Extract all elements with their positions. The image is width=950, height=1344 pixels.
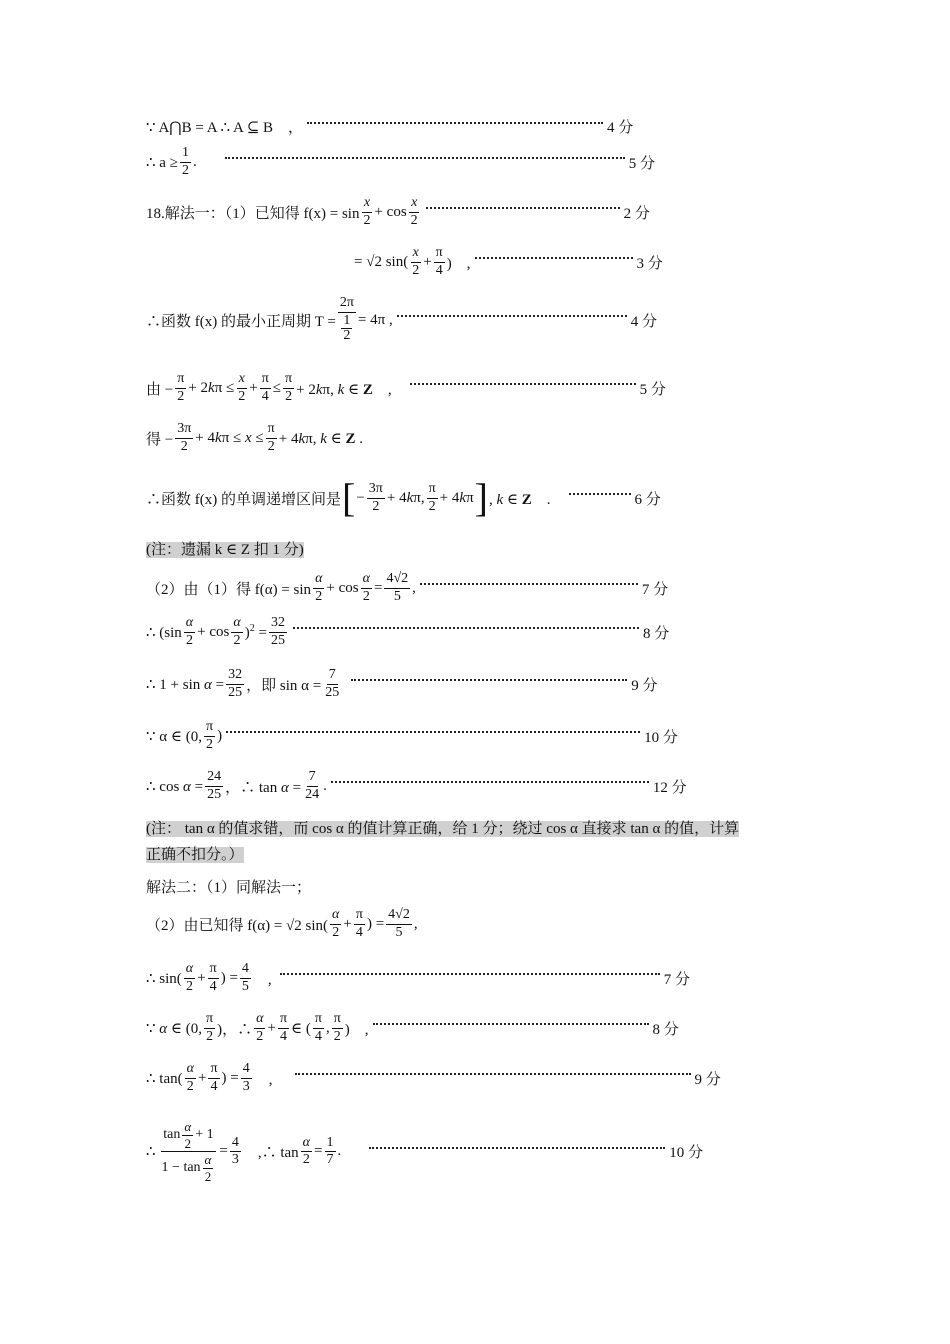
line-set-relation (146, 116, 633, 137)
s2-line-tan: ∴ tan( $\frac{\alpha}{2}$ + $\frac{\pi}{4}$ ) = $\frac{4}{3}$ , 9 分 (146, 1061, 721, 1094)
dot-leader (307, 122, 603, 124)
dot-leader (475, 257, 633, 259)
note-omission: (注：遗漏 k ∈ Z 扣 1 分) (146, 542, 304, 558)
score: 9 分 (694, 1071, 721, 1088)
line-square: ∴ (sin $\frac{\alpha}{2}$ + cos $\frac{\alpha}{2}$ )$^2$ = $\frac{32}{25}$ 8 分 (146, 615, 670, 648)
note-tan-grading: (注： tan α 的值求错，而 cos α 的值计算正确，给 1 分；绕过 cos α 直接求 tan α 的值，计算 正确不扣分。） (146, 821, 740, 863)
dot-leader (420, 583, 638, 585)
dot-leader (225, 157, 625, 159)
score: 10 分 (669, 1145, 704, 1162)
line-a-bound: ∴ a ≥ $\frac{1}{2}$ . 5 分 (146, 145, 655, 178)
score: 7 分 (663, 971, 690, 988)
score: 8 分 (652, 1021, 679, 1038)
q18-heading: 18.解法一：（1）已知得 f(x) = sin (146, 205, 360, 222)
score: 4 分 (630, 313, 657, 330)
score: 12 分 (652, 779, 687, 796)
score: 10 分 (644, 729, 678, 746)
dot-leader (410, 383, 636, 385)
s2-line-range: ∵ α ∈ (0, $\frac{\pi}{2}$ )，∴ $\frac{\alpha}{2}$ + $\frac{\pi}{4}$ ∈ ( $\frac{\pi}{4}$ , $\frac{\pi}{2}$ ) , 8 分 (146, 1011, 679, 1044)
score: 4 分 (607, 120, 634, 136)
line-inequality-1: 由 − $\frac{\pi}{2}$ + 2kπ ≤ $\frac{x}{2}$ + $\frac{\pi}{4}$ ≤ $\frac{\pi}{2}$ + 2kπ, k ∈ Z , 5 分 (146, 371, 666, 404)
line-period: ∴函数 f(x) 的最小正周期 T = 2π 1 2 = 4π , 4 分 (146, 295, 657, 344)
dot-leader (426, 207, 620, 209)
dot-leader (373, 1023, 649, 1025)
sol2-heading: 解法二：（1）同解法一； (146, 880, 312, 896)
score: 8 分 (642, 625, 670, 642)
line-sin-alpha: ∴ 1 + sin α = $\frac{32}{25}$ ，即 sin α = $\frac{7}{25}$ 9 分 (146, 667, 658, 700)
line-q18-start: 18.解法一：（1）已知得 f(x) = sin $\frac{x}{2}$ + cos $\frac{x}{2}$ 2 分 (146, 195, 650, 228)
fraction: $\frac{1}{2}$ (181, 145, 189, 178)
score: 5 分 (639, 381, 666, 398)
line-alpha-range: ∵ α ∈ (0, $\frac{\pi}{2}$ ) 10 分 (146, 719, 678, 752)
dot-leader (280, 973, 660, 975)
score: 6 分 (634, 491, 661, 508)
s2-line-sin: ∴ sin( $\frac{\alpha}{2}$ + $\frac{\pi}{4}$ ) = $\frac{4}{5}$ , 7 分 (146, 961, 690, 994)
line-cos-tan: ∴ cos α = $\frac{24}{25}$ ，∴ tan α = $\frac{7}{24}$ . 12 分 (146, 769, 687, 802)
dot-leader (397, 315, 627, 317)
score: 7 分 (641, 581, 669, 598)
score: 3 分 (636, 255, 663, 272)
dot-leader (569, 493, 631, 495)
a-bound-text: ∴ a ≥ (146, 154, 178, 171)
score: 2 分 (623, 205, 650, 222)
dot-leader (331, 781, 649, 783)
score: 9 分 (631, 677, 658, 694)
dot-leader (351, 679, 627, 681)
dot-leader (226, 731, 640, 733)
set-relation-text: ∵ A⋂B = A ∴ A ⊆ B ， (146, 120, 304, 136)
line-increasing-interval: ∴函数 f(x) 的单调递增区间是 [ − $\frac{3\pi}{2}$ + 4kπ, $\frac{\pi}{2}$ + 4kπ ] , k ∈ Z . 6 分 (146, 475, 661, 520)
dot-leader (369, 1147, 665, 1149)
s2-line-given: （2）由已知得 f(α) = √2 sin( $\frac{\alpha}{2}$ + $\frac{\pi}{4}$ ) = $\frac{4√2}{5}$ , (146, 907, 418, 940)
line-sqrt2-form: = √2 sin( $\frac{x}{2}$ + $\frac{\pi}{4}$ ) , 3 分 (354, 245, 663, 278)
line-inequality-2: 得 − $\frac{3\pi}{2}$ + 4kπ ≤ x ≤ $\frac{\pi}{2}$ + 4kπ, k ∈ Z . (146, 421, 363, 454)
line-part2-start: （2）由（1）得 f(α) = sin $\frac{\alpha}{2}$ + cos $\frac{\alpha}{2}$ = $\frac{4√2}{5}$ , 7 分 (146, 571, 669, 604)
dot-leader (293, 627, 639, 629)
s2-line-tan-half: ∴ tan $\frac{\alpha}{2}$ + 1 1 − tan $\frac{\alpha}{2}$ = $\frac{4}{3}$ ,∴ tan $\frac{\alpha}{2}$ = $\frac{1}{7}$ . 10 分 (146, 1119, 704, 1184)
dot-leader (295, 1073, 691, 1075)
score: 5 分 (628, 155, 655, 172)
